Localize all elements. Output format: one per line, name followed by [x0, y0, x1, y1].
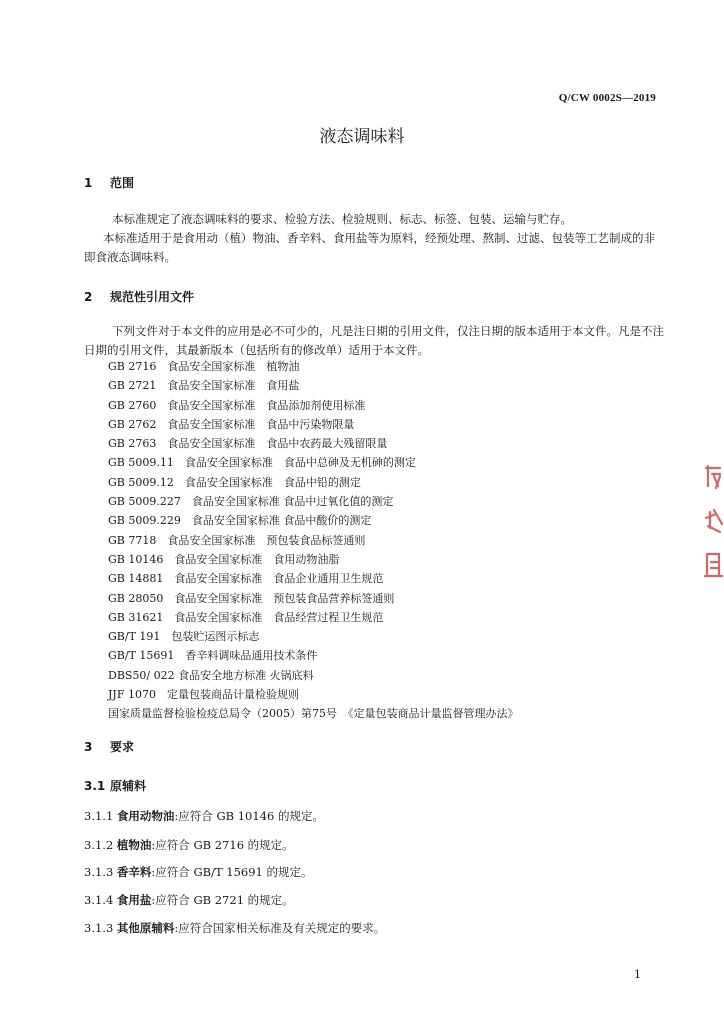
reference-item: GB 2762 食品安全国家标准 食品中污染物限量 — [108, 417, 355, 431]
clause-text: :应符合 GB 2716 的规定。 — [151, 838, 294, 852]
reference-item: GB 2760 食品安全国家标准 食品添加剂使用标准 — [108, 398, 366, 412]
clause-3-1-2 — [84, 837, 294, 853]
references-intro: 下列文件对于本文件的应用是必不可少的，凡是注日期的引用文件，仅注日期的版本适用于本文件。凡是不注日期的引用文件，其最新版本（包括所有的修改单）适用于本文件。 — [84, 324, 664, 357]
clause-term: 香辛料 — [116, 865, 152, 879]
reference-list — [108, 357, 519, 724]
document-title: 液态调味料 — [319, 127, 405, 147]
clause-text: :应符合 GB 2721 的规定。 — [151, 893, 294, 907]
standard-code: Q/CW 0002S—2019 — [558, 92, 656, 104]
clause-number: 3.1.3 — [84, 865, 114, 879]
clause-3-1-4 — [84, 892, 294, 908]
clause-3-1-1 — [84, 808, 324, 824]
reference-item: GB 5009.229 食品安全国家标准 食品中酸价的测定 — [108, 514, 372, 528]
reference-item: GB 2763 食品安全国家标准 食品中农药最大残留限量 — [108, 437, 388, 451]
clause-number: 3.1.3 — [84, 921, 114, 935]
reference-item: 国家质量监督检验检疫总局令（2005）第75号 《定量包装商品计量监督管理办法》 — [108, 707, 519, 721]
reference-item: GB 5009.11 食品安全国家标准 食品中总砷及无机砷的测定 — [108, 456, 416, 470]
clause-text: :应符合 GB 10146 的规定。 — [174, 809, 324, 823]
section-title: 原辅料 — [110, 779, 147, 793]
page-number: 1 — [634, 968, 641, 981]
clause-text: :应符合国家相关标准及有关规定的要求。 — [174, 921, 386, 935]
reference-item: GB 14881 食品安全国家标准 食品企业通用卫生规范 — [108, 572, 384, 586]
section-3-1-heading — [84, 777, 146, 794]
reference-item: JJF 1070 定量包装商品计量检验规则 — [108, 688, 299, 702]
clause-term: 食用动物油 — [116, 809, 175, 823]
section-2-heading — [84, 288, 194, 305]
clause-3-1-5 — [84, 920, 385, 936]
clause-text: :应符合 GB/T 15691 的规定。 — [151, 865, 313, 879]
scope-paragraph-1: 本标准规定了液态调味料的要求、检验方法、检验规则、标志、标签、包装、运输与贮存。 — [112, 212, 572, 226]
reference-item: GB 7718 食品安全国家标准 预包装食品标签通则 — [108, 533, 366, 547]
reference-item: GB 28050 食品安全国家标准 预包装食品营养标签通则 — [108, 591, 395, 605]
clause-term: 其他原辅料 — [116, 921, 175, 935]
section-title: 要求 — [110, 740, 135, 754]
reference-item: GB 5009.12 食品安全国家标准 食品中铅的测定 — [108, 475, 361, 489]
section-number: 3.1 — [84, 779, 106, 793]
clause-number: 3.1.2 — [84, 838, 114, 852]
reference-item: GB 2716 食品安全国家标准 植物油 — [108, 360, 300, 373]
section-3-heading — [84, 738, 134, 755]
section-title: 范围 — [110, 176, 135, 190]
reference-item: GB 2721 食品安全国家标准 食用盐 — [108, 379, 300, 393]
scope-paragraph-2: 本标准适用于是食用动（植）物油、香辛料、食用盐等为原料，经预处理、熬制、过滤、包装等工艺制成的非即食液态调味料。 — [84, 231, 655, 264]
clause-number: 3.1.4 — [84, 893, 114, 907]
section-number: 2 — [84, 290, 93, 304]
seal-stamp-icon — [702, 462, 724, 582]
section-number: 3 — [84, 740, 93, 754]
clause-number: 3.1.1 — [84, 809, 114, 823]
reference-item: GB 5009.227 食品安全国家标准 食品中过氧化值的测定 — [108, 495, 394, 509]
reference-item: DBS50/ 022 食品安全地方标准 火锅底料 — [108, 668, 314, 682]
reference-item: GB/T 15691 香辛料调味品通用技术条件 — [108, 649, 318, 663]
reference-item: GB 31621 食品安全国家标准 食品经营过程卫生规范 — [108, 610, 384, 624]
section-number: 1 — [84, 176, 93, 190]
reference-item: GB/T 191 包装贮运图示标志 — [108, 630, 260, 644]
reference-item: GB 10146 食品安全国家标准 食用动物油脂 — [108, 552, 340, 566]
clause-term: 植物油 — [116, 838, 152, 852]
clause-3-1-3 — [84, 864, 313, 880]
section-title: 规范性引用文件 — [110, 290, 195, 304]
clause-term: 食用盐 — [116, 893, 152, 907]
section-1-heading — [84, 174, 134, 191]
seal-stamp-partial — [702, 462, 724, 582]
